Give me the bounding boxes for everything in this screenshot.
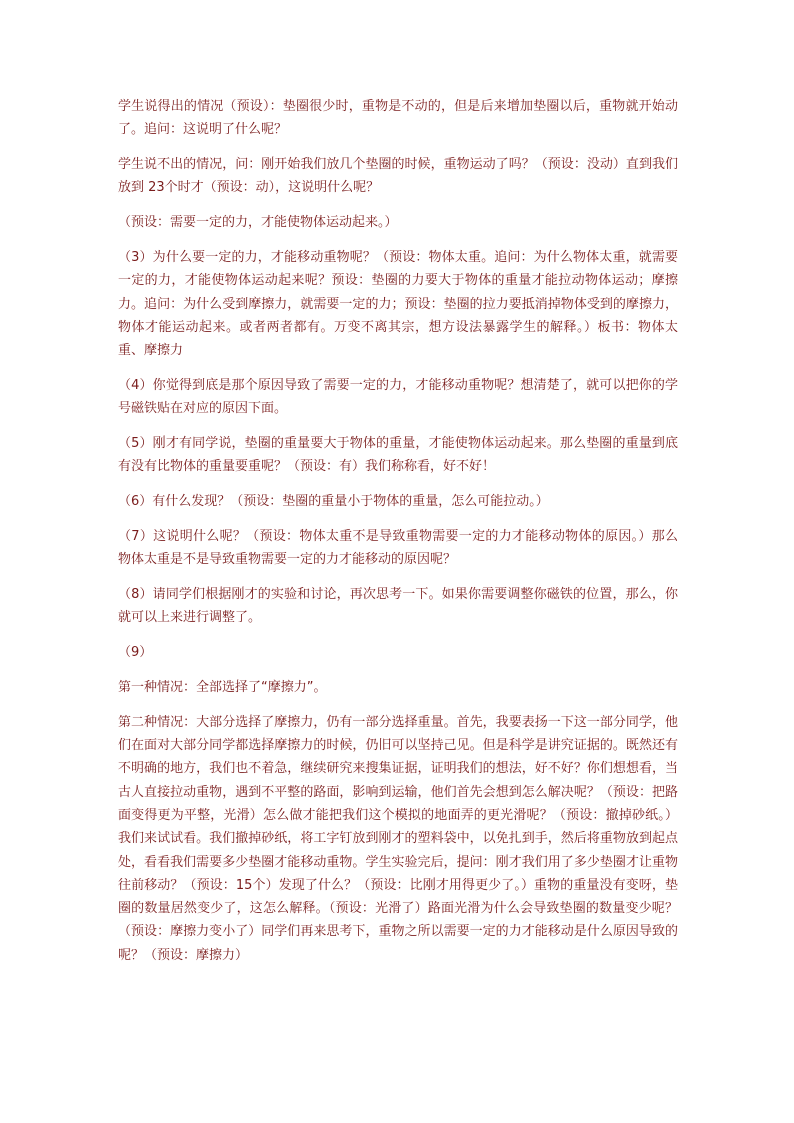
paragraph-step-3: （3）为什么要一定的力，才能移动重物呢？（预设：物体太重。追问：为什么物体太重，就需要一定的力，才能使物体运动起来呢？预设：垫圈的力要大于物体的重量才能拉动物体运动；摩擦力。追问：为什么受到摩擦力，就需要一定的力；预设：垫圈的拉力要抵消掉物体受到的摩擦力，物体才能运动起来。或者两者都有。万变不离其宗，想方设法暴露学生的解释。）板书：物体太重、摩擦力 (118, 249, 678, 359)
paragraph-step-8: （8）请同学们根据刚才的实验和讨论，再次思考一下。如果你需要调整你磁铁的位置，那么，你就可以上来进行调整了。 (118, 587, 678, 626)
paragraph-student-answer: 学生说得出的情况（预设）：垫圈很少时，重物是不动的，但是后来增加垫圈以后，重物就开始动了。追问：这说明了什么呢？ (118, 99, 678, 138)
paragraph-preset-force: （预设：需要一定的力，才能使物体运动起来。） (118, 215, 398, 231)
paragraph-case-2: 第二种情况：大部分选择了摩擦力，仍有一部分选择重量。首先，我要表扬一下这一部分同学，他们在面对大部分同学都选择摩擦力的时候，仍旧可以坚持己见。但是科学是讲究证据的。既然还有不明确的地方，我们也不着急，继续研究来搜集证据，证明我们的想法，好不好？你们想想看，当古人直接拉动重物，遇到不平整的路面，影响到运输，他们首先会想到怎么解决呢？（预设：把路面变得更为平整，光滑）怎么做才能把我们这个模拟的地面弄的更光滑呢？（预设：撤掉砂纸。）我们来试试看。我们撤掉砂纸，将工字钉放到刚才的塑料袋中，以免扎到手，然后将重物放到起点处，看看我们需要多少垫圈才能移动重物。学生实验完后，提问：刚才我们用了多少垫圈才让重物往前移动？（预设：15个）发现了什么？（预设：比刚才用得更少了。）重物的重量没有变呀，垫圈的数量居然变少了，这怎么解释。（预设：光滑了）路面光滑为什么会导致垫圈的数量变少呢？（预设：摩擦力变小了）同学们再来思考下，重物之所以需要一定的力才能移动是什么原因导致的呢？（预设：摩擦力） (118, 714, 678, 963)
paragraph-step-4: （4）你觉得到底是那个原因导致了需要一定的力，才能移动重物呢？想清楚了，就可以把你的学号磁铁贴在对应的原因下面。 (118, 377, 678, 417)
paragraph-step-6: （6）有什么发现？（预设：垫圈的重量小于物体的重量，怎么可能拉动。） (118, 494, 549, 510)
document-body (118, 95, 678, 979)
paragraph-case-1: 第一种情况：全部选择了“摩擦力”。 (118, 679, 327, 695)
paragraph-student-no-answer: 学生说不出的情况，问：刚开始我们放几个垫圈的时候，重物运动了吗？（预设：没动）直到我们放到 23个时才（预设：动），这说明什么呢？ (118, 157, 678, 196)
paragraph-step-9: （9） (118, 645, 153, 661)
paragraph-step-7: （7）这说明什么呢？（预设：物体太重不是导致重物需要一定的力才能移动物体的原因。）那么物体太重是不是导致重物需要一定的力才能移动的原因呢？ (118, 528, 678, 568)
paragraph-step-5: （5）刚才有同学说，垫圈的重量要大于物体的重量，才能使物体运动起来。那么垫圈的重量到底有没有比物体的重量要重呢？（预设：有）我们称称看，好不好！ (118, 436, 678, 475)
